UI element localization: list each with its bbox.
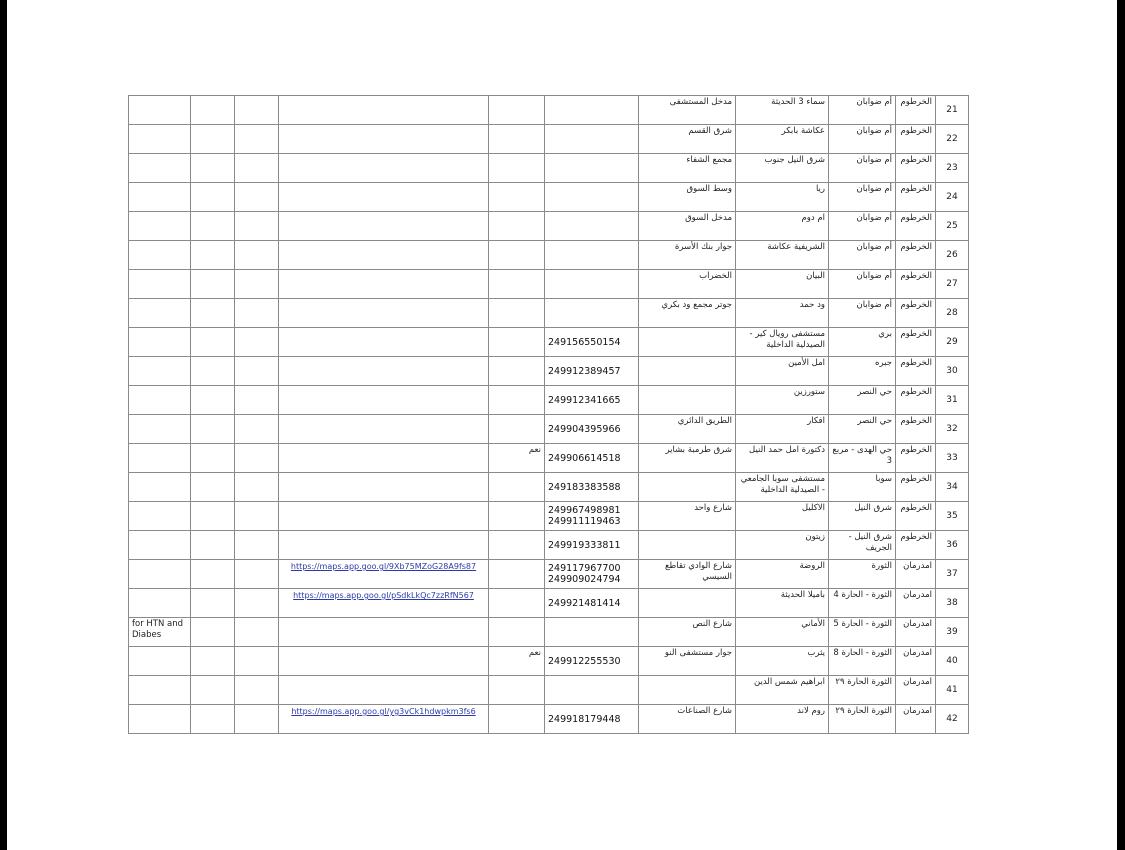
note-cell <box>129 502 191 531</box>
locality-cell: حي النصر <box>829 415 896 444</box>
note-cell <box>129 212 191 241</box>
empty-cell <box>235 589 279 618</box>
map-link[interactable]: https://maps.app.goo.gl/9Xb75MZoG28A9fs87 <box>290 562 477 571</box>
row-number-cell: 26 <box>936 241 969 270</box>
empty-cell <box>191 386 235 415</box>
landmark-cell: شارع النص <box>639 618 736 647</box>
note-cell <box>129 270 191 299</box>
locality-cell: شرق النيل <box>829 502 896 531</box>
table-row <box>129 531 969 560</box>
map-link-cell <box>279 589 489 618</box>
table-row <box>129 183 969 212</box>
empty-cell <box>235 531 279 560</box>
delivery-cell <box>489 241 545 270</box>
delivery-cell <box>489 618 545 647</box>
empty-cell <box>191 125 235 154</box>
table-row <box>129 386 969 415</box>
landmark-cell <box>639 328 736 357</box>
state-cell: الخرطوم <box>896 415 936 444</box>
row-number-cell: 21 <box>936 96 969 125</box>
area-cell: ريا <box>736 183 829 212</box>
locality-cell: أم ضوابان <box>829 96 896 125</box>
area-cell: عكاشة بابكر <box>736 125 829 154</box>
map-link-cell <box>279 531 489 560</box>
locality-cell: سوبا <box>829 473 896 502</box>
phone-cell <box>545 212 639 241</box>
empty-cell <box>191 560 235 589</box>
row-number-cell: 38 <box>936 589 969 618</box>
area-cell: باميلا الحديثة <box>736 589 829 618</box>
table-body <box>129 96 969 734</box>
table-row <box>129 473 969 502</box>
landmark-cell: وسط السوق <box>639 183 736 212</box>
state-cell: امدرمان <box>896 705 936 734</box>
landmark-cell <box>639 386 736 415</box>
map-link-cell <box>279 444 489 473</box>
delivery-cell <box>489 473 545 502</box>
row-number-cell: 42 <box>936 705 969 734</box>
landmark-cell <box>639 589 736 618</box>
area-cell: سماء 3 الحديثة <box>736 96 829 125</box>
table-row <box>129 328 969 357</box>
table-row <box>129 154 969 183</box>
delivery-cell <box>489 415 545 444</box>
left-black-border <box>0 0 7 850</box>
note-cell <box>129 154 191 183</box>
map-link-cell <box>279 386 489 415</box>
document-page <box>7 0 1117 850</box>
state-cell: الخرطوم <box>896 183 936 212</box>
phone-cell <box>545 241 639 270</box>
phone-cell: 249967498981 249911119463 <box>545 502 639 531</box>
phone-cell: 249912341665 <box>545 386 639 415</box>
row-number-cell: 34 <box>936 473 969 502</box>
empty-cell <box>235 647 279 676</box>
empty-cell <box>191 618 235 647</box>
area-cell: ام دوم <box>736 212 829 241</box>
landmark-cell <box>639 357 736 386</box>
row-number-cell: 33 <box>936 444 969 473</box>
table-row <box>129 212 969 241</box>
area-cell: ابراهيم شمس الدين <box>736 676 829 705</box>
area-cell: مستشفى رويال كير - الصيدلية الداخلية <box>736 328 829 357</box>
row-number-cell: 36 <box>936 531 969 560</box>
landmark-cell: جوار بنك الأسرة <box>639 241 736 270</box>
phone-cell: 249156550154 <box>545 328 639 357</box>
map-link-cell <box>279 96 489 125</box>
table-row <box>129 96 969 125</box>
map-link-cell <box>279 415 489 444</box>
locality-cell: الثورة الحارة ٢٩ <box>829 705 896 734</box>
pharmacy-table <box>128 95 969 734</box>
landmark-cell: جوتر مجمع ود بكري <box>639 299 736 328</box>
row-number-cell: 27 <box>936 270 969 299</box>
delivery-cell: نعم <box>489 444 545 473</box>
locality-cell: أم ضوابان <box>829 154 896 183</box>
map-link-cell <box>279 154 489 183</box>
table-row <box>129 618 969 647</box>
note-cell <box>129 444 191 473</box>
table-row <box>129 502 969 531</box>
note-cell <box>129 560 191 589</box>
locality-cell: الثورة - الحارة 8 <box>829 647 896 676</box>
empty-cell <box>191 647 235 676</box>
landmark-cell: جوار مستشفى النو <box>639 647 736 676</box>
map-link-cell <box>279 676 489 705</box>
locality-cell: أم ضوابان <box>829 241 896 270</box>
delivery-cell <box>489 502 545 531</box>
state-cell: الخرطوم <box>896 386 936 415</box>
note-cell <box>129 473 191 502</box>
phone-cell: 249117967700 249909024794 <box>545 560 639 589</box>
right-black-border <box>1117 0 1125 850</box>
area-cell: زيتون <box>736 531 829 560</box>
empty-cell <box>235 299 279 328</box>
delivery-cell <box>489 676 545 705</box>
empty-cell <box>191 589 235 618</box>
landmark-cell: مدخل السوق <box>639 212 736 241</box>
note-cell <box>129 357 191 386</box>
area-cell: الأماني <box>736 618 829 647</box>
empty-cell <box>235 560 279 589</box>
landmark-cell: شارع الصناعات <box>639 705 736 734</box>
state-cell: امدرمان <box>896 618 936 647</box>
table-row <box>129 415 969 444</box>
map-link-cell <box>279 618 489 647</box>
area-cell: البيان <box>736 270 829 299</box>
empty-cell <box>235 618 279 647</box>
table-row <box>129 589 969 618</box>
phone-cell: 249183383588 <box>545 473 639 502</box>
locality-cell: أم ضوابان <box>829 125 896 154</box>
empty-cell <box>191 299 235 328</box>
row-number-cell: 35 <box>936 502 969 531</box>
empty-cell <box>191 676 235 705</box>
empty-cell <box>191 183 235 212</box>
landmark-cell: شارع الوادي تقاطع السيسي <box>639 560 736 589</box>
locality-cell: أم ضوابان <box>829 299 896 328</box>
table-row <box>129 676 969 705</box>
locality-cell: بري <box>829 328 896 357</box>
area-cell: روم لاند <box>736 705 829 734</box>
area-cell: ود حمد <box>736 299 829 328</box>
table-row <box>129 357 969 386</box>
empty-cell <box>235 212 279 241</box>
empty-cell <box>235 502 279 531</box>
empty-cell <box>235 154 279 183</box>
landmark-cell: شرق القسم <box>639 125 736 154</box>
empty-cell <box>235 270 279 299</box>
phone-cell <box>545 618 639 647</box>
empty-cell <box>191 705 235 734</box>
phone-cell: 249919333811 <box>545 531 639 560</box>
table-row <box>129 444 969 473</box>
table-row <box>129 560 969 589</box>
row-number-cell: 29 <box>936 328 969 357</box>
table-row <box>129 241 969 270</box>
delivery-cell <box>489 589 545 618</box>
empty-cell <box>191 328 235 357</box>
empty-cell <box>191 357 235 386</box>
map-link-cell <box>279 328 489 357</box>
locality-cell: أم ضوابان <box>829 212 896 241</box>
empty-cell <box>235 705 279 734</box>
table-row <box>129 125 969 154</box>
delivery-cell <box>489 386 545 415</box>
locality-cell: شرق النيل - الجريف <box>829 531 896 560</box>
phone-cell <box>545 125 639 154</box>
state-cell: امدرمان <box>896 676 936 705</box>
state-cell: الخرطوم <box>896 357 936 386</box>
table-row <box>129 299 969 328</box>
phone-cell: 249904395966 <box>545 415 639 444</box>
landmark-cell: شارع واحد <box>639 502 736 531</box>
delivery-cell <box>489 212 545 241</box>
phone-cell: 249906614518 <box>545 444 639 473</box>
area-cell: يثرب <box>736 647 829 676</box>
note-cell <box>129 386 191 415</box>
state-cell: الخرطوم <box>896 531 936 560</box>
empty-cell <box>191 531 235 560</box>
delivery-cell <box>489 154 545 183</box>
map-link-cell <box>279 705 489 734</box>
delivery-cell <box>489 560 545 589</box>
area-cell: مستشفى سوبا الجامعي - الصيدلية الداخلية <box>736 473 829 502</box>
empty-cell <box>235 357 279 386</box>
row-number-cell: 23 <box>936 154 969 183</box>
state-cell: الخرطوم <box>896 241 936 270</box>
empty-cell <box>235 444 279 473</box>
landmark-cell: الخضراب <box>639 270 736 299</box>
area-cell: ستورزين <box>736 386 829 415</box>
note-cell <box>129 241 191 270</box>
locality-cell: الثورة الحارة ٢٩ <box>829 676 896 705</box>
state-cell: الخرطوم <box>896 270 936 299</box>
note-cell <box>129 125 191 154</box>
state-cell: الخرطوم <box>896 154 936 183</box>
locality-cell: أم ضوابان <box>829 270 896 299</box>
landmark-cell: مجمع الشفاء <box>639 154 736 183</box>
note-cell <box>129 531 191 560</box>
row-number-cell: 41 <box>936 676 969 705</box>
map-link-cell <box>279 502 489 531</box>
table-row <box>129 270 969 299</box>
state-cell: الخرطوم <box>896 444 936 473</box>
map-link-cell <box>279 560 489 589</box>
phone-cell <box>545 676 639 705</box>
note-cell: for HTN and Diabes <box>129 618 191 647</box>
empty-cell <box>235 183 279 212</box>
row-number-cell: 22 <box>936 125 969 154</box>
state-cell: الخرطوم <box>896 328 936 357</box>
empty-cell <box>191 270 235 299</box>
row-number-cell: 37 <box>936 560 969 589</box>
empty-cell <box>191 473 235 502</box>
map-link-cell <box>279 473 489 502</box>
empty-cell <box>235 473 279 502</box>
locality-cell: حي الهدى - مربع 3 <box>829 444 896 473</box>
landmark-cell: الطريق الدائري <box>639 415 736 444</box>
phone-cell <box>545 183 639 212</box>
map-link-cell <box>279 183 489 212</box>
empty-cell <box>235 241 279 270</box>
locality-cell: الثورة - الحارة 5 <box>829 618 896 647</box>
map-link-cell <box>279 270 489 299</box>
delivery-cell <box>489 705 545 734</box>
note-cell <box>129 96 191 125</box>
note-cell <box>129 589 191 618</box>
phone-cell <box>545 299 639 328</box>
landmark-cell <box>639 531 736 560</box>
locality-cell: أم ضوابان <box>829 183 896 212</box>
note-cell <box>129 299 191 328</box>
landmark-cell: مدخل المستشفى <box>639 96 736 125</box>
area-cell: شرق النيل جنوب <box>736 154 829 183</box>
delivery-cell <box>489 270 545 299</box>
map-link-cell <box>279 357 489 386</box>
phone-cell <box>545 154 639 183</box>
landmark-cell: شرق طرمبة بشاير <box>639 444 736 473</box>
state-cell: الخرطوم <box>896 96 936 125</box>
delivery-cell <box>489 531 545 560</box>
delivery-cell: نعم <box>489 647 545 676</box>
state-cell: امدرمان <box>896 560 936 589</box>
row-number-cell: 30 <box>936 357 969 386</box>
area-cell: الاكليل <box>736 502 829 531</box>
row-number-cell: 39 <box>936 618 969 647</box>
empty-cell <box>235 96 279 125</box>
empty-cell <box>191 154 235 183</box>
state-cell: الخرطوم <box>896 502 936 531</box>
empty-cell <box>235 386 279 415</box>
map-link-cell <box>279 299 489 328</box>
state-cell: امدرمان <box>896 589 936 618</box>
state-cell: امدرمان <box>896 647 936 676</box>
delivery-cell <box>489 299 545 328</box>
area-cell: افكار <box>736 415 829 444</box>
empty-cell <box>235 328 279 357</box>
phone-cell: 249912389457 <box>545 357 639 386</box>
row-number-cell: 32 <box>936 415 969 444</box>
phone-cell <box>545 270 639 299</box>
locality-cell: الثورة - الحارة 4 <box>829 589 896 618</box>
delivery-cell <box>489 125 545 154</box>
row-number-cell: 31 <box>936 386 969 415</box>
map-link-cell <box>279 241 489 270</box>
map-link-cell <box>279 647 489 676</box>
state-cell: الخرطوم <box>896 212 936 241</box>
note-cell <box>129 415 191 444</box>
map-link[interactable]: https://maps.app.goo.gl/pSdkLkQc7zzRfN567 <box>293 591 474 600</box>
locality-cell: حي النصر <box>829 386 896 415</box>
empty-cell <box>191 212 235 241</box>
phone-cell: 249918179448 <box>545 705 639 734</box>
empty-cell <box>191 444 235 473</box>
delivery-cell <box>489 357 545 386</box>
locality-cell: الثورة <box>829 560 896 589</box>
row-number-cell: 24 <box>936 183 969 212</box>
state-cell: الخرطوم <box>896 125 936 154</box>
note-cell <box>129 328 191 357</box>
note-cell <box>129 676 191 705</box>
map-link-cell <box>279 125 489 154</box>
row-number-cell: 28 <box>936 299 969 328</box>
area-cell: الروضة <box>736 560 829 589</box>
phone-cell: 249912255530 <box>545 647 639 676</box>
empty-cell <box>191 241 235 270</box>
empty-cell <box>235 415 279 444</box>
empty-cell <box>191 415 235 444</box>
area-cell: الشريفية عكاشة <box>736 241 829 270</box>
row-number-cell: 25 <box>936 212 969 241</box>
map-link-cell <box>279 212 489 241</box>
row-number-cell: 40 <box>936 647 969 676</box>
empty-cell <box>191 96 235 125</box>
delivery-cell <box>489 328 545 357</box>
delivery-cell <box>489 96 545 125</box>
phone-cell: 249921481414 <box>545 589 639 618</box>
table-row <box>129 705 969 734</box>
area-cell: دكتورة امل حمد النيل <box>736 444 829 473</box>
map-link[interactable]: https://maps.app.goo.gl/yg3vCk1hdwpkm3fs6 <box>291 707 476 716</box>
area-cell: امل الأمين <box>736 357 829 386</box>
empty-cell <box>191 502 235 531</box>
locality-cell: جبره <box>829 357 896 386</box>
note-cell <box>129 647 191 676</box>
table-row <box>129 647 969 676</box>
empty-cell <box>235 125 279 154</box>
state-cell: الخرطوم <box>896 299 936 328</box>
phone-cell <box>545 96 639 125</box>
state-cell: الخرطوم <box>896 473 936 502</box>
note-cell <box>129 705 191 734</box>
delivery-cell <box>489 183 545 212</box>
landmark-cell <box>639 676 736 705</box>
landmark-cell <box>639 473 736 502</box>
note-cell <box>129 183 191 212</box>
empty-cell <box>235 676 279 705</box>
